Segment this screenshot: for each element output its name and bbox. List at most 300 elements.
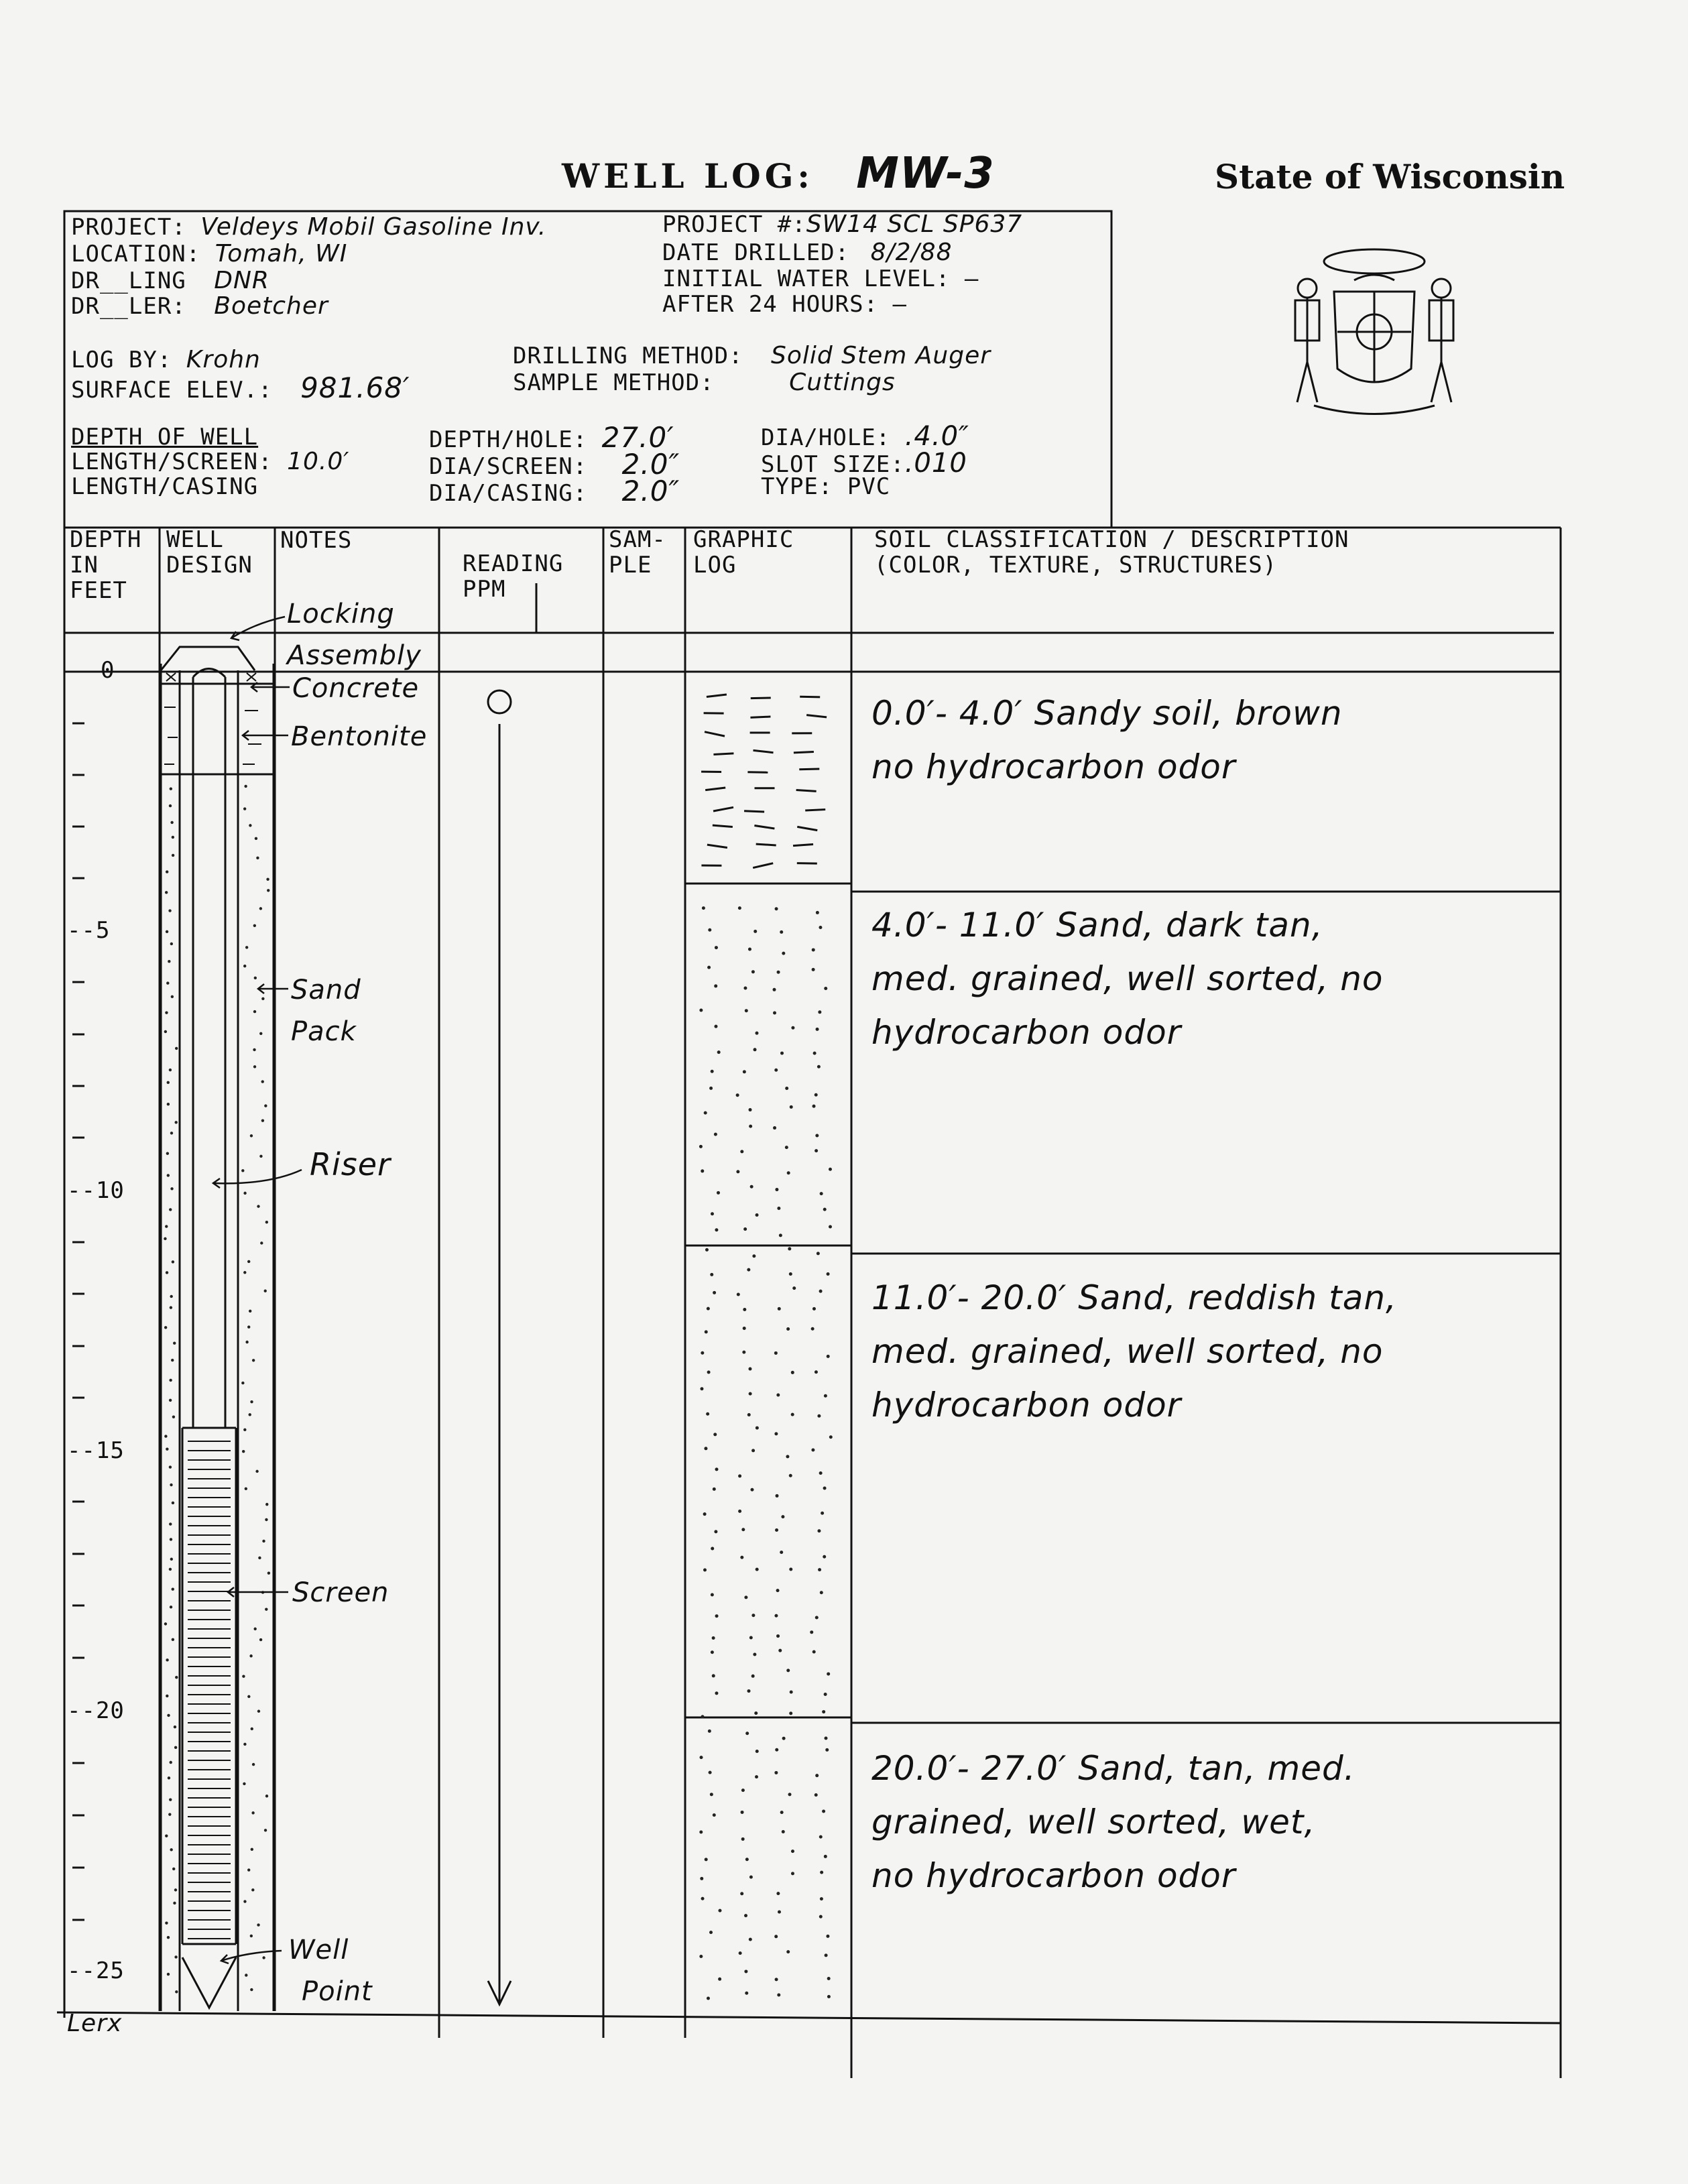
soil-dot	[715, 1228, 718, 1231]
soil-dot	[707, 966, 711, 969]
sand-dot	[169, 1399, 172, 1402]
sand-dot	[253, 1065, 256, 1068]
soil-header-line-2: (COLOR, TEXTURE, STRUCTURES)	[874, 552, 1278, 579]
well-log-title	[562, 149, 995, 198]
sand-dot	[252, 1763, 255, 1766]
log-by-value: Krohn	[186, 346, 261, 373]
sand-dot	[170, 1187, 173, 1190]
sand-dot	[175, 1047, 178, 1050]
soil-dash	[744, 811, 764, 812]
driller-field	[71, 292, 328, 320]
soil-dot	[812, 948, 815, 951]
soil-dot	[782, 952, 785, 955]
soil-dot	[714, 1530, 717, 1533]
soil-dot	[710, 1793, 713, 1796]
note-concrete: Concrete	[292, 673, 420, 704]
note-locking-assembly	[287, 593, 422, 676]
sand-dot	[169, 1522, 172, 1525]
soil-dot	[792, 1286, 796, 1290]
sand-dot	[166, 1271, 168, 1274]
dia-casing-label: DIA/CASING:	[429, 480, 588, 507]
length-screen-field	[71, 448, 349, 475]
log-by-field	[71, 346, 261, 373]
soil-dot	[709, 1931, 713, 1934]
soil-dot	[820, 1591, 823, 1594]
sand-dot	[251, 1727, 253, 1730]
depth-header-line-3: FEET	[70, 577, 127, 604]
sand-dot	[264, 1829, 267, 1831]
soil-dot	[774, 1351, 778, 1355]
sand-dot	[259, 907, 262, 910]
sand-dot	[172, 836, 174, 839]
soil-dot	[744, 1969, 747, 1973]
depth-hole-label: DEPTH/HOLE:	[429, 426, 588, 453]
sand-dot	[174, 1888, 177, 1891]
sand-dot	[172, 1638, 174, 1641]
soil-dot	[776, 1494, 779, 1498]
soil-dot	[825, 1737, 828, 1740]
sand-dot	[265, 1503, 268, 1506]
project-value: Veldeys Mobil Gasoline Inv.	[200, 213, 547, 241]
soil-dot	[710, 1273, 713, 1276]
soil-layer-4-line-1: 20.0′- 27.0′ Sand, tan, med.	[871, 1749, 1355, 1788]
sand-dot	[165, 891, 168, 894]
sand-dot	[174, 1955, 177, 1958]
sand-dot	[170, 1558, 173, 1561]
soil-dot	[827, 1355, 830, 1358]
slot-size-value: .010	[904, 448, 967, 479]
sand-dot	[172, 854, 174, 857]
soil-layer-4	[871, 1742, 1475, 1902]
sand-dot	[265, 1795, 268, 1797]
soil-dot	[752, 1254, 756, 1258]
sand-dot	[169, 1465, 172, 1468]
soil-dot	[751, 1449, 755, 1452]
sand-dot	[175, 1990, 178, 1993]
dia-screen-value: 2.0″	[621, 448, 680, 481]
sand-dot	[259, 1155, 262, 1158]
sand-dot	[259, 1638, 262, 1641]
soil-dot	[791, 1026, 794, 1030]
soil-dot	[715, 1691, 718, 1695]
soil-dot	[810, 1630, 813, 1634]
location-label: LOCATION:	[71, 241, 201, 267]
sand-dot	[170, 1605, 172, 1608]
soil-dot	[756, 1213, 759, 1217]
soil-dot	[750, 1185, 753, 1189]
sand-dot	[250, 1134, 253, 1137]
soil-dot	[777, 1207, 780, 1210]
soil-dot	[775, 1978, 778, 1981]
sand-dot	[247, 1868, 250, 1871]
drilling-label: DR__LING	[71, 267, 186, 294]
soil-dash	[800, 696, 820, 697]
sand-dot	[164, 1622, 167, 1625]
soil-dot	[829, 1168, 832, 1171]
note-riser: Riser	[310, 1146, 391, 1182]
dia-hole-value: .4.0″	[904, 421, 969, 452]
soil-dot	[823, 1208, 827, 1211]
sand-dot	[247, 1325, 250, 1328]
sand-dot	[255, 1470, 258, 1473]
soil-dot	[821, 1512, 824, 1515]
soil-dot	[699, 1955, 703, 1958]
well-header-line-1: WELL	[166, 526, 224, 553]
soil-dot	[741, 1528, 745, 1531]
soil-dot	[737, 1293, 740, 1296]
soil-dot	[750, 1488, 753, 1492]
soil-dot	[775, 1188, 778, 1191]
sand-dot	[170, 1132, 173, 1134]
soil-dot	[823, 1487, 827, 1490]
sand-dot	[169, 1208, 172, 1211]
depth-column-header	[70, 527, 141, 603]
soil-dot	[780, 1052, 784, 1055]
soil-layer-1-line-2: no hydrocarbon odor	[871, 747, 1236, 786]
sand-dot	[170, 1306, 172, 1309]
soil-dot	[756, 1750, 759, 1753]
soil-dot	[782, 1830, 785, 1833]
soil-dot	[817, 1414, 821, 1418]
reading-arrow	[488, 690, 511, 2004]
sand-dot	[265, 1607, 267, 1610]
soil-dot	[711, 1650, 714, 1654]
soil-dot	[707, 1307, 710, 1311]
log-by-label: LOG BY:	[71, 347, 172, 373]
sand-dot	[171, 1359, 174, 1361]
soil-dot	[774, 1432, 778, 1435]
graphic-log-sand-dots	[699, 906, 833, 2000]
soil-dot	[701, 1169, 704, 1172]
sand-dot	[174, 1746, 177, 1749]
sand-dot	[241, 1169, 244, 1172]
sand-dot	[172, 1587, 174, 1590]
sand-dot	[174, 1725, 176, 1728]
soil-dot	[700, 1756, 703, 1759]
sand-dot	[170, 943, 173, 945]
soil-dot	[714, 1025, 717, 1028]
soil-dot	[827, 1995, 831, 1998]
sand-dot	[170, 821, 173, 824]
sand-dot	[170, 1761, 172, 1764]
sand-dot	[258, 1557, 261, 1559]
project-number-value: SW14 SCL SP637	[806, 210, 1023, 238]
soil-dot	[788, 1793, 792, 1796]
soil-dot	[813, 1052, 817, 1055]
soil-dot	[820, 1871, 823, 1874]
soil-dot	[780, 1811, 784, 1814]
soil-dot	[713, 1488, 716, 1491]
graphic-header-line-2: LOG	[693, 552, 737, 579]
sand-dot	[259, 1032, 262, 1035]
soil-dot	[701, 1715, 704, 1718]
initial-water-label: INITIAL WATER LEVEL:	[662, 265, 951, 292]
sand-dot	[265, 1518, 267, 1521]
length-screen-value: 10.0′	[287, 448, 350, 475]
depth-header-line-1: DEPTH	[70, 526, 142, 553]
sand-dot	[251, 1888, 254, 1891]
soil-dot	[753, 930, 757, 933]
soil-dot	[708, 928, 711, 932]
soil-description-column-header	[874, 527, 1349, 578]
drilling-method-label: DRILLING METHOD:	[513, 343, 743, 369]
soil-layer-2-line-2: med. grained, well sorted, no	[871, 959, 1384, 998]
soil-header-line-1: SOIL CLASSIFICATION / DESCRIPTION	[874, 526, 1349, 553]
soil-dot	[774, 1935, 778, 1938]
sand-dot	[243, 965, 246, 967]
soil-dot	[708, 1730, 711, 1733]
soil-dash	[756, 844, 776, 845]
table-bottom-line	[57, 2012, 1561, 2023]
sample-column-header	[609, 527, 666, 578]
soil-dot	[815, 1774, 819, 1777]
soil-dot	[747, 1268, 750, 1272]
soil-dot	[743, 1227, 747, 1231]
sand-dot	[261, 997, 264, 1000]
soil-layer-4-line-3: no hydrocarbon odor	[871, 1856, 1236, 1895]
soil-dot	[749, 1108, 752, 1111]
surface-elev-value: 981.68′	[300, 371, 410, 404]
sand-dot	[166, 1695, 168, 1697]
soil-dot	[785, 1146, 788, 1149]
soil-layer-1	[871, 686, 1475, 794]
sand-dot	[167, 1174, 170, 1176]
well-header-line-2: DESIGN	[166, 552, 253, 579]
soil-dot	[743, 986, 747, 989]
well-design-column-header	[166, 527, 253, 578]
sand-dot	[262, 1956, 265, 1959]
soil-dot	[704, 1111, 707, 1115]
soil-dot	[704, 1447, 707, 1450]
depth-header-line-2: IN	[70, 552, 99, 579]
sand-dot	[250, 1400, 253, 1403]
soil-dot	[825, 1748, 829, 1752]
soil-dot	[825, 1953, 828, 1957]
sand-dot	[171, 995, 174, 998]
sand-dot	[249, 824, 251, 827]
location-value: Tomah, WI	[215, 240, 348, 267]
soil-dot	[774, 1069, 778, 1072]
sample-method-label: SAMPLE METHOD:	[513, 369, 715, 396]
sand-dot	[266, 877, 269, 880]
sand-dot	[166, 981, 169, 984]
soil-dot	[811, 1448, 815, 1451]
soil-dot	[815, 1370, 818, 1374]
soil-dot	[754, 1711, 758, 1715]
sand-dot	[253, 924, 256, 927]
dia-casing-field	[429, 475, 680, 507]
sand-dot	[260, 1241, 263, 1244]
soil-dot	[815, 1616, 819, 1620]
notes-column-header: NOTES	[280, 527, 353, 554]
type-label: TYPE:	[761, 473, 833, 500]
initial-water-field	[662, 265, 979, 292]
soil-dot	[711, 1593, 714, 1596]
soil-dot	[714, 1133, 717, 1136]
sand-dot	[262, 1540, 265, 1542]
type-field	[761, 473, 890, 500]
depth-ticks	[72, 723, 84, 1920]
soil-dot	[773, 1012, 776, 1015]
soil-dot	[819, 1471, 823, 1475]
sand-dot	[173, 1902, 176, 1904]
soil-dot	[738, 1510, 741, 1513]
sand-dot	[261, 1080, 264, 1083]
soil-dot	[774, 1771, 778, 1774]
soil-dot	[744, 1914, 747, 1917]
soil-dot	[739, 1951, 742, 1955]
soil-dot	[816, 911, 819, 914]
soil-dot	[791, 1413, 794, 1416]
soil-dash	[751, 698, 771, 699]
soil-dot	[713, 1433, 717, 1436]
sand-dot	[164, 1435, 167, 1437]
soil-dash	[799, 769, 819, 770]
soil-dot	[749, 1636, 753, 1640]
soil-dot	[779, 1233, 782, 1237]
drilling-field	[71, 267, 269, 294]
soil-dot	[776, 1589, 780, 1592]
sample-header-line-2: PLE	[609, 552, 652, 579]
soil-dot	[786, 1327, 790, 1331]
soil-dot	[815, 1149, 818, 1152]
soil-dash	[753, 863, 773, 868]
soil-dot	[780, 1551, 783, 1554]
soil-dot	[818, 1568, 821, 1571]
soil-dot	[741, 1837, 745, 1841]
soil-dot	[702, 906, 705, 910]
note-locking-line-2: Assembly	[287, 640, 422, 671]
sand-dot	[243, 1782, 245, 1785]
soil-dot	[756, 1568, 759, 1571]
soil-dot	[744, 1595, 747, 1599]
soil-dot	[824, 987, 827, 990]
sand-dot	[172, 1502, 174, 1504]
sand-dot	[254, 977, 257, 979]
soil-dot	[741, 1788, 745, 1792]
soil-dot	[824, 1855, 827, 1858]
soil-dash	[707, 845, 727, 847]
sand-dot	[168, 960, 170, 963]
dia-casing-value: 2.0″	[621, 475, 680, 507]
sand-dot	[166, 930, 168, 933]
soil-dot	[755, 1032, 758, 1035]
soil-dot	[781, 1515, 784, 1518]
soil-dot	[817, 1252, 820, 1255]
sand-dot	[172, 1260, 174, 1263]
soil-dot	[736, 1093, 739, 1097]
screen-slots	[188, 1441, 231, 1939]
sand-dot	[245, 1488, 247, 1490]
soil-dot	[743, 1308, 746, 1311]
sand-dot	[267, 1571, 270, 1574]
sand-dot	[165, 1921, 168, 1924]
depth-label-10: --10	[67, 1177, 125, 1204]
note-sand-pack-line-1: Sand	[291, 975, 361, 1006]
slot-size-label: SLOT SIZE:	[761, 451, 905, 478]
soil-dot	[749, 1938, 752, 1941]
sand-dot	[250, 1935, 253, 1937]
length-screen-label: LENGTH/SCREEN:	[71, 448, 273, 475]
sand-dot	[241, 1382, 244, 1384]
soil-dot	[713, 1291, 716, 1294]
graphic-header-line-1: GRAPHIC	[693, 526, 794, 553]
soil-dot	[743, 1327, 746, 1330]
sample-header-line-1: SAM-	[609, 526, 666, 553]
soil-dot	[823, 1555, 826, 1559]
soil-dash	[753, 750, 774, 752]
soil-dot	[812, 1650, 816, 1654]
soil-dot	[751, 1675, 755, 1678]
depth-label-0: 0	[101, 657, 115, 684]
soil-dot	[715, 1467, 718, 1471]
soil-dot	[785, 1087, 788, 1090]
sample-method-value: Cuttings	[789, 369, 896, 396]
sand-dot	[261, 1119, 264, 1121]
length-casing-label: LENGTH/CASING	[71, 473, 259, 500]
soil-dot	[775, 1528, 778, 1532]
sand-dot	[251, 1811, 254, 1814]
soil-dot	[826, 1935, 829, 1938]
soil-dot	[699, 1145, 703, 1148]
soil-dot	[703, 1569, 707, 1572]
depth-hole-value: 27.0′	[601, 421, 674, 454]
sand-dot	[168, 1813, 171, 1815]
sample-method-field	[513, 369, 896, 396]
soil-dot	[707, 1371, 711, 1374]
soil-dot	[713, 1813, 716, 1817]
soil-dot	[776, 1634, 780, 1638]
soil-dot	[820, 1897, 823, 1900]
location-field	[71, 240, 347, 267]
project-field	[71, 213, 546, 241]
sand-dot	[251, 1848, 253, 1851]
soil-dot	[749, 1876, 753, 1879]
sand-dot	[169, 1798, 172, 1801]
soil-dot	[738, 906, 741, 910]
soil-dot	[705, 1248, 709, 1252]
soil-dot	[745, 1992, 748, 1995]
well-id: MW-3	[856, 149, 995, 198]
depth-of-well-label: DEPTH OF WELL	[71, 424, 259, 450]
note-bentonite: Bentonite	[291, 721, 428, 752]
reading-column-header	[463, 551, 563, 602]
note-locking-line-1: Locking	[287, 599, 395, 629]
sand-dot	[166, 870, 168, 873]
soil-dot	[827, 1673, 830, 1676]
surface-elev-field	[71, 371, 410, 404]
soil-dot	[699, 1830, 703, 1833]
soil-dot	[774, 1614, 778, 1618]
sand-dot	[242, 1675, 245, 1677]
soil-dot	[819, 1835, 823, 1839]
sand-dot	[247, 1260, 250, 1263]
sand-dot	[164, 1326, 167, 1329]
soil-dash	[754, 826, 774, 829]
soil-dot	[751, 970, 755, 973]
soil-dot	[700, 1877, 703, 1880]
soil-dot	[787, 1171, 790, 1174]
sand-dot	[242, 1450, 245, 1453]
sand-dot	[244, 785, 247, 788]
project-number-field	[662, 210, 1022, 238]
state-name: State of Wisconsin	[1215, 157, 1565, 196]
sand-dot	[170, 1483, 172, 1486]
soil-dash	[797, 827, 817, 830]
soil-dot	[751, 1614, 755, 1617]
soil-dot	[827, 1977, 831, 1980]
soil-dot	[745, 1009, 748, 1012]
